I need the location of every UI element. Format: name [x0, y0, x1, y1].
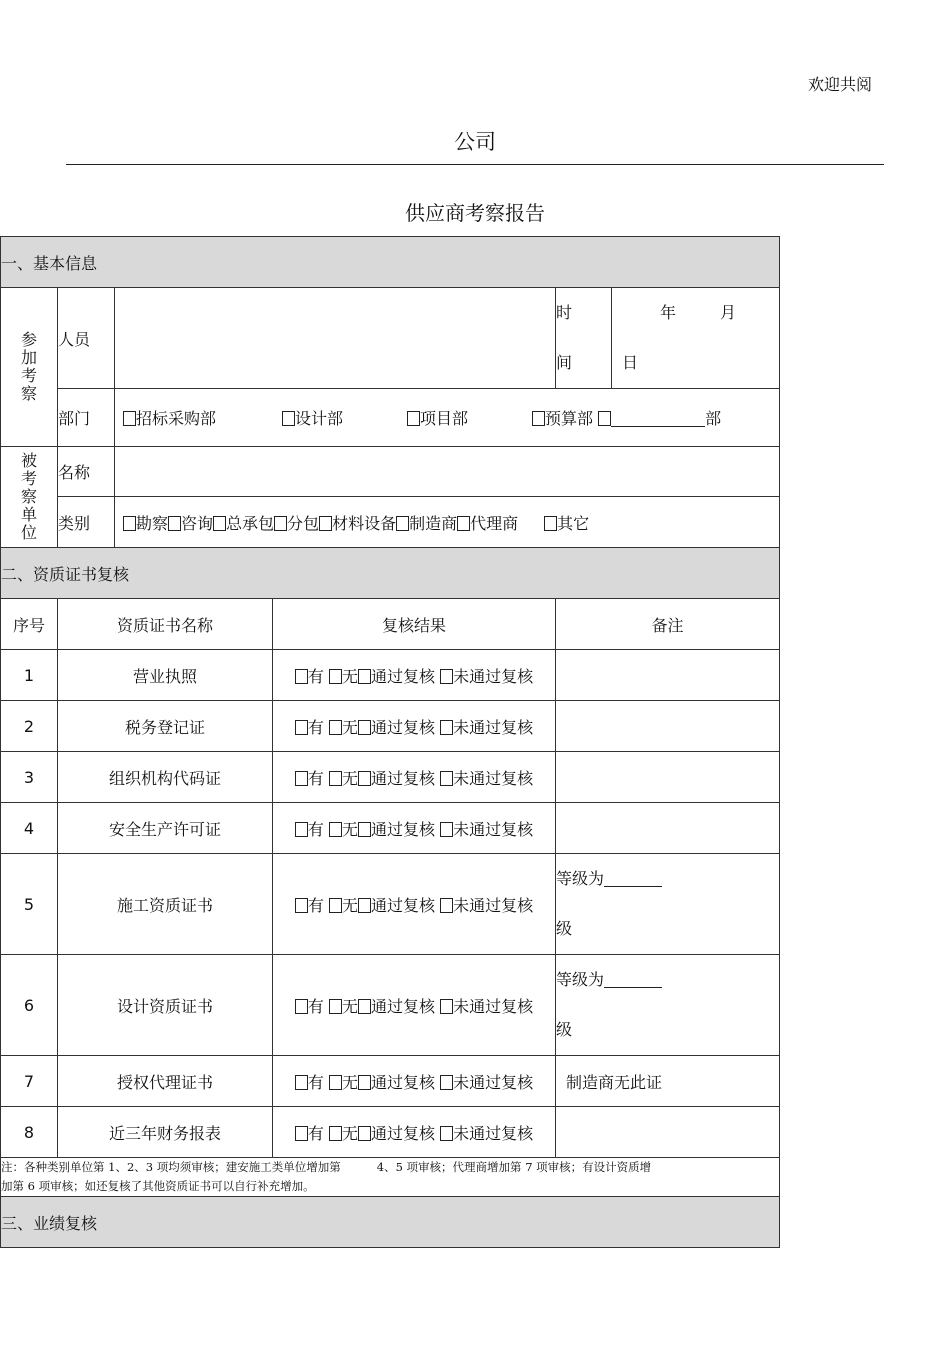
grade-blank[interactable] — [604, 872, 662, 887]
checkbox[interactable] — [358, 999, 371, 1014]
checkbox[interactable] — [295, 898, 308, 913]
cert-result: 有 无 通过复核 未通过复核 — [273, 955, 556, 1056]
cert-seq: 6 — [1, 955, 58, 1056]
name-label: 名称 — [58, 447, 115, 497]
checkbox[interactable] — [532, 411, 545, 426]
name-row — [1, 447, 780, 497]
cert-row — [1, 1056, 780, 1107]
header-seq: 序号 — [1, 599, 58, 650]
checkbox[interactable] — [457, 516, 470, 531]
cert-remark: 等级为 级 — [556, 955, 780, 1056]
checkbox[interactable] — [295, 1126, 308, 1141]
cert-seq: 3 — [1, 752, 58, 803]
cert-result: 有 无 通过复核 未通过复核 — [273, 752, 556, 803]
header-note: 欢迎共阅 — [808, 75, 873, 94]
cert-remark — [556, 803, 780, 854]
section-certificates — [1, 548, 780, 599]
cert-seq: 2 — [1, 701, 58, 752]
cert-result: 有 无 通过复核 未通过复核 — [273, 854, 556, 955]
checkbox[interactable] — [295, 999, 308, 1014]
cert-name: 组织机构代码证 — [58, 752, 273, 803]
checkbox[interactable] — [358, 822, 371, 837]
cert-remark: 制造商无此证 — [556, 1056, 780, 1107]
checkbox[interactable] — [329, 898, 342, 913]
checkbox[interactable] — [358, 1126, 371, 1141]
section-performance — [1, 1197, 780, 1248]
cert-remark — [556, 752, 780, 803]
note-row — [1, 1158, 780, 1197]
cert-name: 营业执照 — [58, 650, 273, 701]
grade-blank[interactable] — [604, 973, 662, 988]
cert-name: 施工资质证书 — [58, 854, 273, 955]
checkbox[interactable] — [440, 822, 453, 837]
other-dept-blank[interactable] — [611, 412, 705, 427]
checkbox[interactable] — [598, 411, 611, 426]
checkbox[interactable] — [396, 516, 409, 531]
participants-label: 参 加 考 察 — [1, 288, 58, 447]
personnel-field[interactable] — [115, 288, 556, 389]
cert-row — [1, 701, 780, 752]
cert-remark — [556, 650, 780, 701]
cert-seq: 4 — [1, 803, 58, 854]
header-result: 复核结果 — [273, 599, 556, 650]
cert-name: 近三年财务报表 — [58, 1107, 273, 1158]
cert-name: 安全生产许可证 — [58, 803, 273, 854]
cert-row — [1, 752, 780, 803]
checkbox[interactable] — [329, 999, 342, 1014]
checkbox[interactable] — [295, 822, 308, 837]
section-basic-info — [1, 237, 780, 288]
checkbox[interactable] — [123, 516, 136, 531]
checkbox[interactable] — [440, 771, 453, 786]
cert-name: 授权代理证书 — [58, 1056, 273, 1107]
cert-row — [1, 955, 780, 1056]
cert-row — [1, 854, 780, 955]
checkbox[interactable] — [358, 771, 371, 786]
cert-seq: 7 — [1, 1056, 58, 1107]
checkbox[interactable] — [440, 1126, 453, 1141]
checkbox[interactable] — [440, 720, 453, 735]
cert-seq: 1 — [1, 650, 58, 701]
time-label: 时 间 — [556, 288, 612, 389]
checkbox[interactable] — [329, 669, 342, 684]
department-options: 招标采购部 设计部 项目部 预算部 部 — [115, 389, 780, 447]
cert-row — [1, 650, 780, 701]
checkbox[interactable] — [295, 669, 308, 684]
checkbox[interactable] — [440, 999, 453, 1014]
section-title: 一、基本信息 — [1, 237, 780, 288]
cert-result: 有 无 通过复核 未通过复核 — [273, 701, 556, 752]
checkbox[interactable] — [213, 516, 226, 531]
department-label: 部门 — [58, 389, 115, 447]
personnel-row — [1, 288, 780, 389]
checkbox[interactable] — [358, 669, 371, 684]
header-cert-name: 资质证书名称 — [58, 599, 273, 650]
department-row — [1, 389, 780, 447]
cert-seq: 5 — [1, 854, 58, 955]
category-label: 类别 — [58, 497, 115, 548]
cert-name: 税务登记证 — [58, 701, 273, 752]
section-title: 三、业绩复核 — [1, 1197, 780, 1248]
report-form — [0, 236, 780, 1248]
checkbox[interactable] — [274, 516, 287, 531]
cert-result: 有 无 通过复核 未通过复核 — [273, 1056, 556, 1107]
personnel-label: 人员 — [58, 288, 115, 389]
header-remark: 备注 — [556, 599, 780, 650]
cert-remark — [556, 701, 780, 752]
checkbox[interactable] — [295, 720, 308, 735]
checkbox[interactable] — [319, 516, 332, 531]
checkbox[interactable] — [282, 411, 295, 426]
checkbox[interactable] — [358, 1075, 371, 1090]
checkbox[interactable] — [358, 720, 371, 735]
cert-result: 有 无 通过复核 未通过复核 — [273, 1107, 556, 1158]
checkbox[interactable] — [295, 1075, 308, 1090]
checkbox[interactable] — [123, 411, 136, 426]
checkbox[interactable] — [295, 771, 308, 786]
checkbox[interactable] — [329, 1075, 342, 1090]
checkbox[interactable] — [440, 669, 453, 684]
note-text: 注：各种类别单位第 1、2、3 项均须审核；建安施工类单位增加第 4、5 项审核；代理商增加第 7 项审核；有设计资质增 加第 6 项审核；如还复核了其他资质证书可以自行补充增加。 — [1, 1158, 780, 1197]
checkbox[interactable] — [168, 516, 181, 531]
checkbox[interactable] — [358, 898, 371, 913]
section-title: 二、资质证书复核 — [1, 548, 780, 599]
checkbox[interactable] — [440, 1075, 453, 1090]
cert-header-row — [1, 599, 780, 650]
header-rule — [66, 164, 884, 165]
cert-remark: 等级为 级 — [556, 854, 780, 955]
page-title: 供应商考察报告 — [405, 201, 545, 225]
checkbox[interactable] — [544, 516, 557, 531]
cert-seq: 8 — [1, 1107, 58, 1158]
cert-result: 有 无 通过复核 未通过复核 — [273, 803, 556, 854]
checkbox[interactable] — [329, 720, 342, 735]
category-options: 勘察 咨询 总承包 分包 材料设备 制造商 代理商 其它 — [115, 497, 780, 548]
checkbox[interactable] — [329, 771, 342, 786]
category-row — [1, 497, 780, 548]
company-name: 公司 — [454, 130, 496, 154]
cert-row — [1, 803, 780, 854]
cert-remark — [556, 1107, 780, 1158]
checkbox[interactable] — [440, 898, 453, 913]
cert-row — [1, 1107, 780, 1158]
checkbox[interactable] — [329, 1126, 342, 1141]
inspected-unit-label: 被 考 察 单 位 — [1, 447, 58, 548]
cert-name: 设计资质证书 — [58, 955, 273, 1056]
name-field[interactable] — [115, 447, 780, 497]
cert-result: 有 无 通过复核 未通过复核 — [273, 650, 556, 701]
checkbox[interactable] — [329, 822, 342, 837]
checkbox[interactable] — [407, 411, 420, 426]
time-field[interactable]: 年 月 日 — [612, 288, 780, 389]
